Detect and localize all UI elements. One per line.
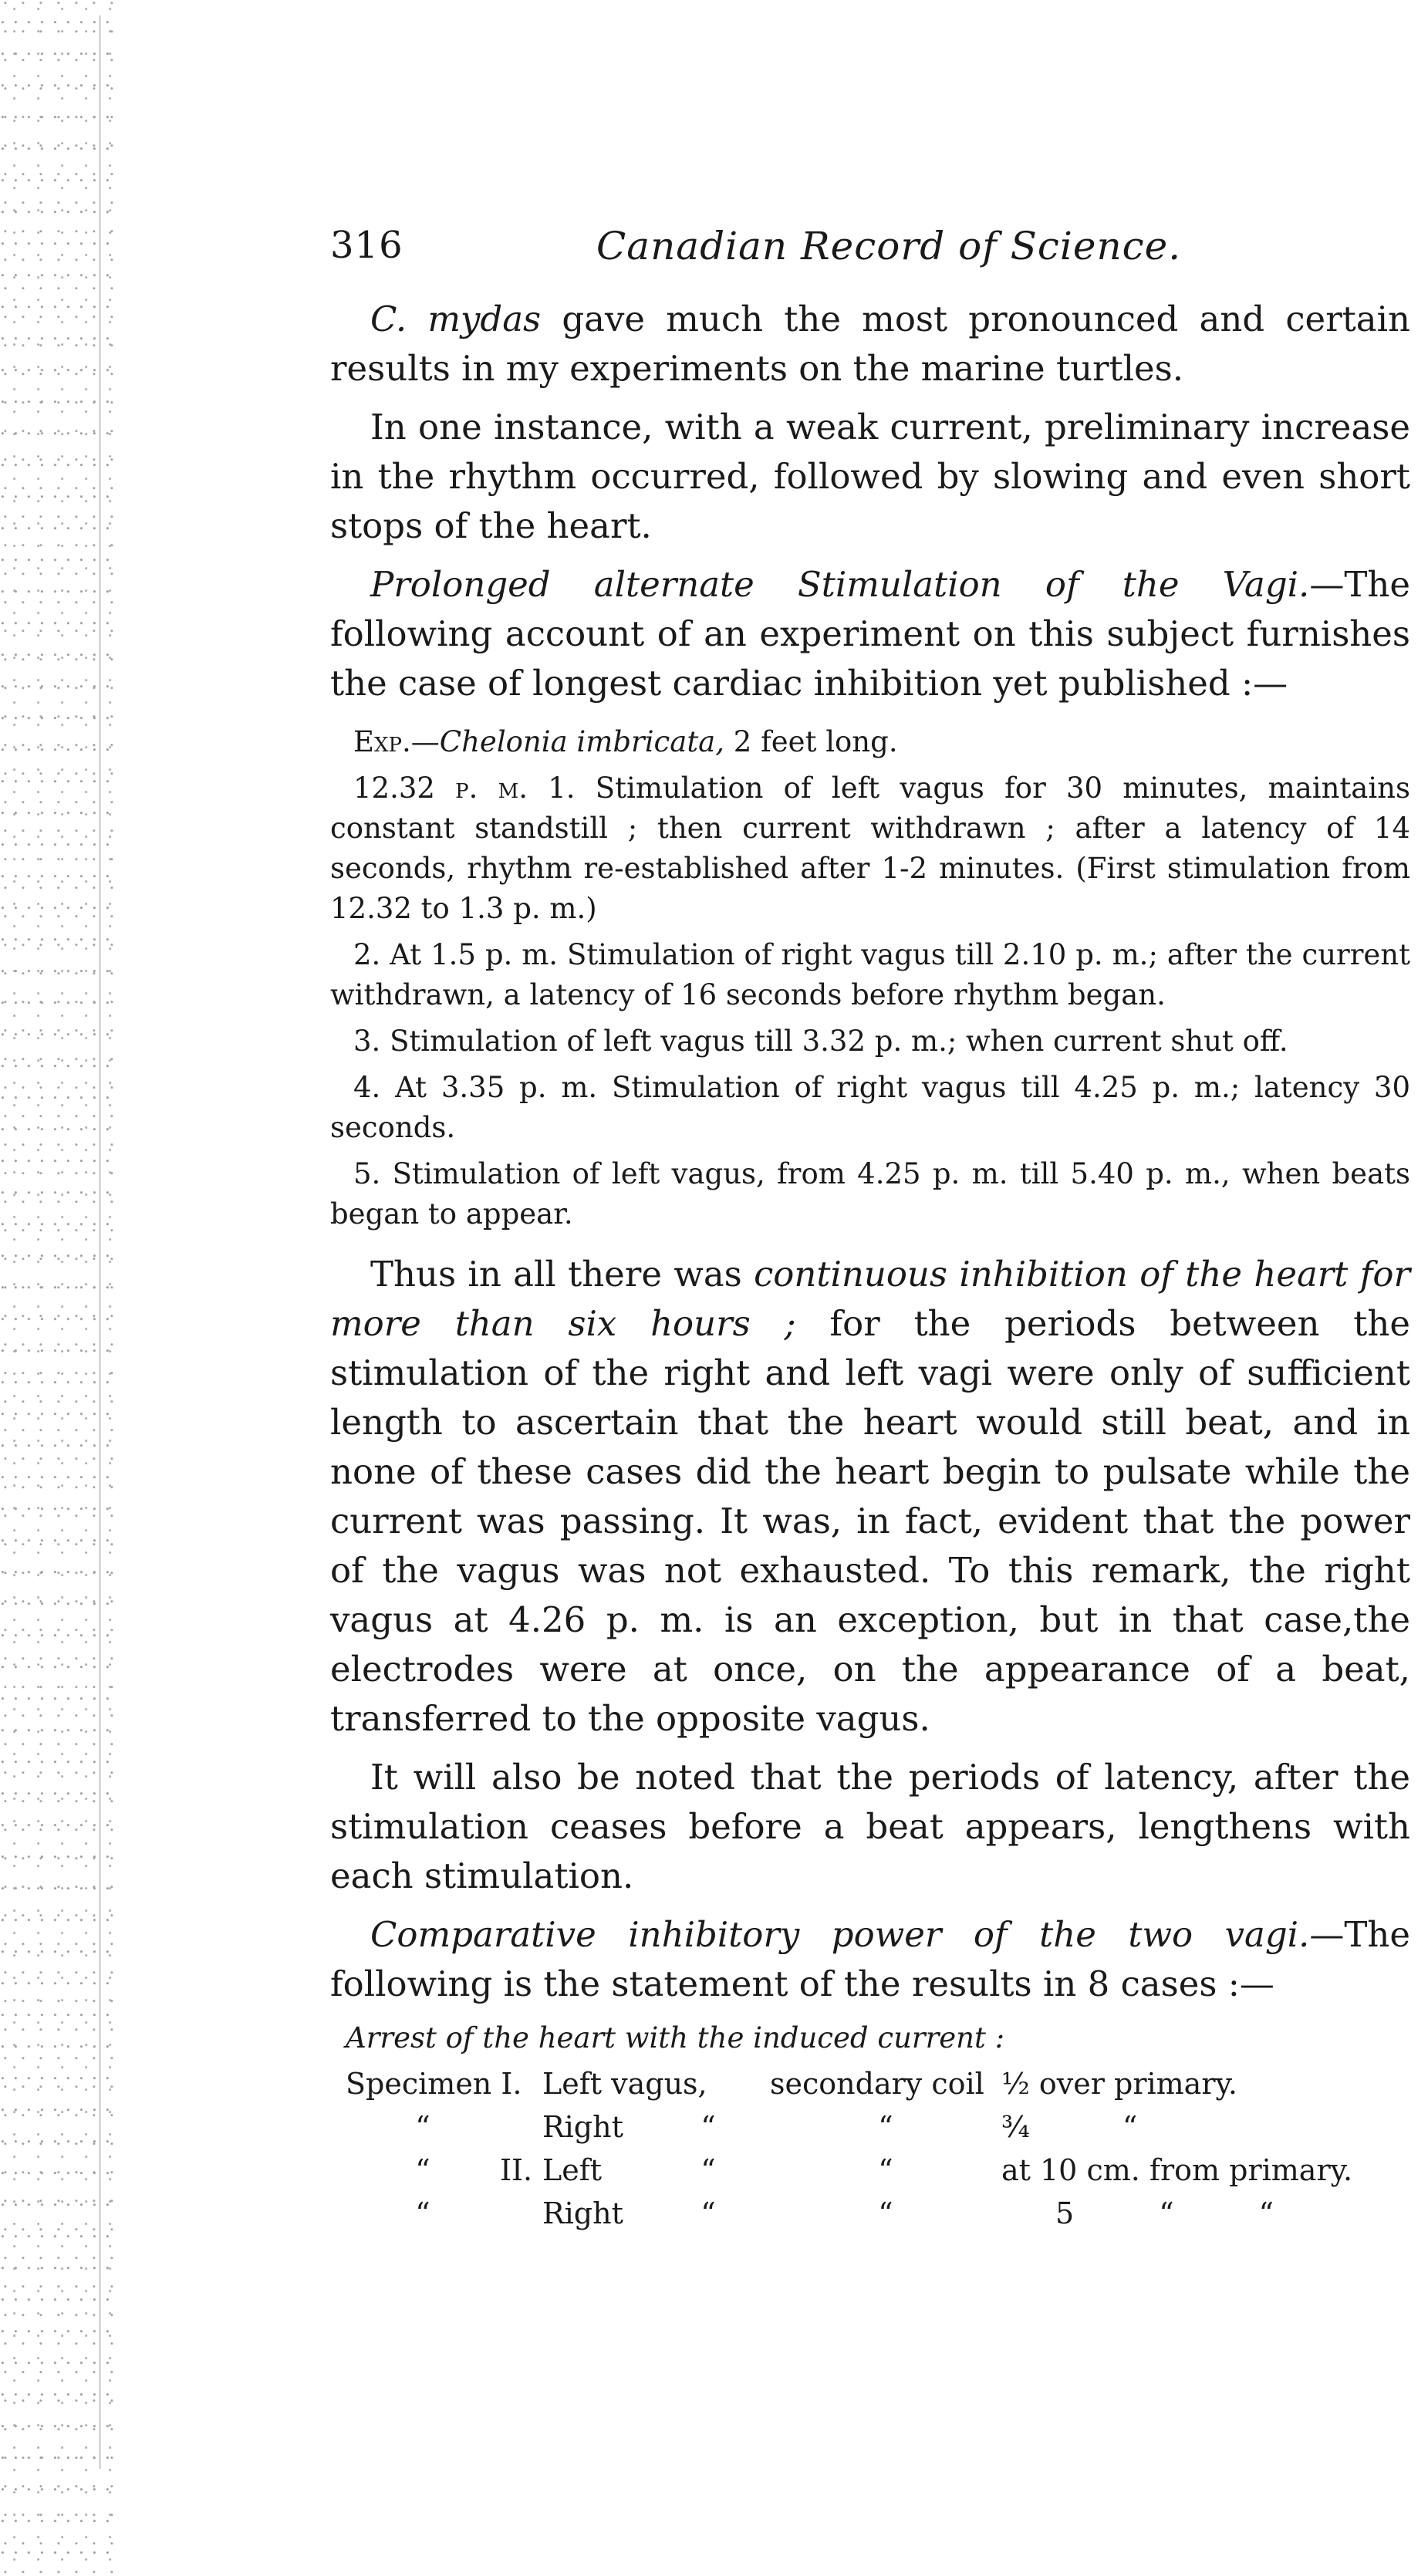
ditto-mark: “	[700, 2110, 716, 2144]
experiment-entry-5: 5. Stimulation of left vagus, from 4.25 p. m. till 5.40 p. m., when beats began to appear.	[330, 1157, 1410, 1231]
experiment-size: 2 feet long.	[724, 725, 898, 758]
paragraph-2: In one instance, with a weak current, preliminary increase in the rhythm occurred, followed by slowing and even short stops of the heart.	[330, 407, 1410, 546]
vagus-side: Right	[542, 2196, 623, 2230]
arrest-heading: Arrest of the heart with the induced current :	[346, 2021, 1005, 2054]
ditto-mark: “	[878, 2153, 893, 2187]
species-name: C. mydas	[370, 299, 542, 339]
paragraph-4-text: for the periods between the stimulation of the right and left vagi were only of sufficient length to ascertain that the heart would still beat, and in none of these cases did the heart begin to pulsate while the current was passing. It was, in fact, evident that the power of the vagus was not exhausted. To this remark, the right vagus at 4.26 p. m. is an exception, but in that case,the electrodes were at once, on the appearance of a beat, transferred to the opposite vagus.	[330, 1303, 1410, 1739]
paragraph-3-text: —The following account of an experiment on this subject furnishes the case of longest cardiac inhibition yet published :—	[330, 564, 1410, 704]
table-row	[346, 2149, 1356, 2192]
vagus-side: Left vagus,	[542, 2067, 707, 2101]
running-head: Canadian Record of Science.	[596, 224, 1182, 268]
specimen-label: Specimen I.	[346, 2067, 522, 2101]
paragraph-4	[330, 1250, 1410, 1744]
specimen-table	[346, 2062, 1356, 2235]
page-header	[330, 224, 1410, 278]
paragraph-6	[330, 1910, 1410, 2009]
page-content	[330, 224, 1410, 2235]
ditto-mark: “	[415, 2153, 430, 2187]
experiment-dash: —	[410, 725, 440, 758]
paragraph-4-lead: Thus in all there was	[370, 1254, 755, 1295]
binding-edge	[99, 15, 101, 2469]
experiment-species: Chelonia imbricata,	[439, 725, 725, 758]
experiment-heading	[330, 722, 1410, 762]
entry-time: 12.32 p. m.	[353, 771, 528, 805]
vagus-side: Right	[542, 2110, 623, 2144]
page-number: 316	[330, 224, 403, 267]
vagus-side: Left	[542, 2153, 603, 2187]
paragraph-1	[330, 295, 1410, 393]
table-row	[346, 2105, 1356, 2149]
ditto-mark: “	[1122, 2110, 1138, 2144]
section-heading-prolonged: Prolonged alternate Stimulation of the Vagi.	[370, 564, 1310, 605]
ditto-mark: “	[415, 2110, 430, 2144]
coil-value: at 10 cm. from primary.	[1001, 2153, 1353, 2187]
experiment-entry-2: 2. At 1.5 p. m. Stimulation of right vagus till 2.10 p. m.; after the current withdrawn, a latency of 16 seconds before rhythm began.	[330, 938, 1410, 1011]
specimen-number: II.	[500, 2153, 533, 2187]
paragraph-5: It will also be noted that the periods of latency, after the stimulation ceases before a beat appears, lengthens with each stimulation.	[330, 1757, 1410, 1896]
experiment-entry-3: 3. Stimulation of left vagus till 3.32 p. m.; when current shut off.	[353, 1025, 1288, 1058]
experiment-label: Exp.	[353, 725, 411, 758]
section-heading-comparative: Comparative inhibitory power of the two vagi.	[370, 1914, 1310, 1955]
ditto-mark: “	[878, 2196, 893, 2230]
ditto-mark: “	[1159, 2196, 1174, 2230]
experiment-entry-4: 4. At 3.35 p. m. Stimulation of right vagus till 4.25 p. m.; latency 30 seconds.	[330, 1071, 1410, 1144]
ditto-mark: “	[415, 2196, 430, 2230]
table-row	[346, 2192, 1356, 2235]
paragraph-3	[330, 560, 1410, 708]
ditto-mark: “	[878, 2110, 893, 2144]
coil-value: ¾	[1001, 2110, 1030, 2144]
ditto-mark: “	[1258, 2196, 1274, 2230]
paragraph-1-text: gave much the most pronounced and certain results in my experiments on the marine turtles.	[330, 299, 1410, 389]
ditto-mark: “	[700, 2196, 716, 2230]
table-row	[346, 2062, 1356, 2105]
coil-value: ½ over primary.	[1001, 2067, 1237, 2101]
ditto-mark: “	[700, 2153, 716, 2187]
paragraph-6-text: —The following is the statement of the results in 8 cases :—	[330, 1914, 1410, 2004]
coil-value: 5	[1055, 2196, 1075, 2230]
entry-text: 1. Stimulation of left vagus for 30 minutes, maintains constant standstill ; then current withdrawn ; after a latency of 14 seconds, rhythm re-established after 1-2 minutes. (First stimulation from 12.32 to 1.3 p. m.)	[330, 771, 1410, 925]
experiment-entry-1	[330, 768, 1410, 929]
coil-label: secondary coil	[770, 2067, 984, 2101]
paragraph-4-emphasis: continuous inhibition of the heart for more than six hours ;	[330, 1254, 1410, 1344]
